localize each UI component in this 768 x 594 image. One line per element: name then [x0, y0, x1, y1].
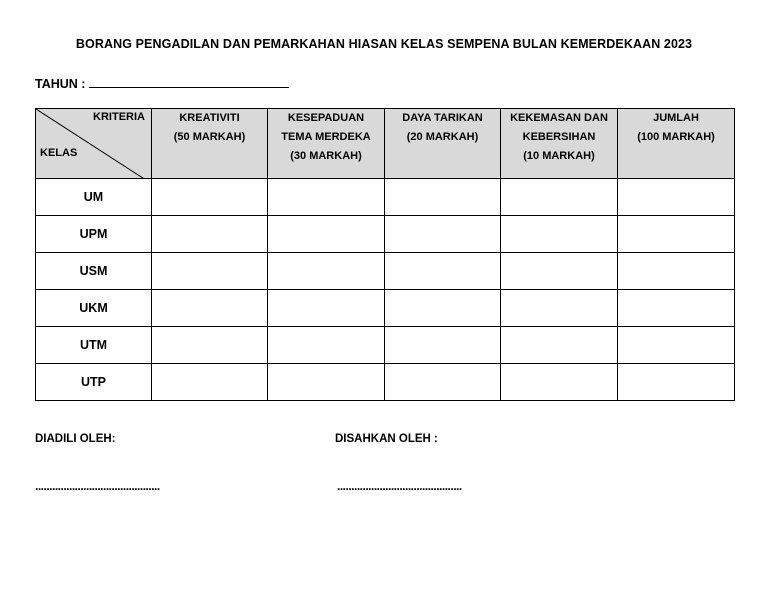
header-neatness-cleanliness: KEKEMASAN DAN KEBERSIHAN (10 MARKAH) [501, 109, 618, 179]
table-row [36, 364, 735, 401]
score-cell[interactable] [152, 327, 268, 364]
year-blank-line[interactable] [89, 75, 289, 88]
table-body [36, 179, 735, 401]
score-cell[interactable] [618, 327, 735, 364]
score-cell[interactable] [501, 216, 618, 253]
score-cell[interactable] [385, 216, 501, 253]
row-label-cell: USM [36, 253, 152, 290]
approved-by-label: DISAHKAN OLEH : [335, 433, 438, 445]
score-cell[interactable] [618, 179, 735, 216]
scoring-table [35, 108, 735, 401]
score-cell[interactable] [268, 364, 385, 401]
score-cell[interactable] [501, 364, 618, 401]
criteria-label: KRITERIA [93, 111, 145, 123]
score-cell[interactable] [501, 327, 618, 364]
score-cell[interactable] [152, 216, 268, 253]
table-row [36, 290, 735, 327]
table-row [36, 253, 735, 290]
header-creativity: KREATIVITI (50 MARKAH) [152, 109, 268, 179]
row-label-cell: UKM [36, 290, 152, 327]
score-cell[interactable] [618, 216, 735, 253]
row-label-cell: UM [36, 179, 152, 216]
score-cell[interactable] [385, 364, 501, 401]
score-cell[interactable] [618, 290, 735, 327]
corner-header-cell [36, 109, 152, 179]
score-cell[interactable] [618, 253, 735, 290]
row-label-cell: UTP [36, 364, 152, 401]
score-cell[interactable] [268, 179, 385, 216]
table-row [36, 216, 735, 253]
header-total: JUMLAH (100 MARKAH) [618, 109, 735, 179]
score-cell[interactable] [385, 253, 501, 290]
score-cell[interactable] [268, 290, 385, 327]
score-cell[interactable] [152, 179, 268, 216]
row-label-cell: UTM [36, 327, 152, 364]
score-cell[interactable] [268, 253, 385, 290]
score-cell[interactable] [501, 253, 618, 290]
header-attractiveness: DAYA TARIKAN (20 MARKAH) [385, 109, 501, 179]
score-cell[interactable] [268, 327, 385, 364]
score-cell[interactable] [618, 364, 735, 401]
score-cell[interactable] [385, 179, 501, 216]
judged-by-label: DIADILI OLEH: [35, 433, 116, 445]
judge-signature-line[interactable]: ............................................ [35, 479, 160, 493]
year-field [35, 75, 289, 91]
score-cell[interactable] [385, 290, 501, 327]
score-cell[interactable] [501, 179, 618, 216]
score-cell[interactable] [152, 290, 268, 327]
row-label-cell: UPM [36, 216, 152, 253]
score-cell[interactable] [385, 327, 501, 364]
score-cell[interactable] [268, 216, 385, 253]
approver-signature-line[interactable]: ............................................ [337, 479, 462, 493]
score-cell[interactable] [152, 253, 268, 290]
year-label: TAHUN : [35, 77, 86, 91]
score-cell[interactable] [152, 364, 268, 401]
table-row [36, 179, 735, 216]
class-label: KELAS [40, 147, 78, 159]
form-title: BORANG PENGADILAN DAN PEMARKAHAN HIASAN KELAS SEMPENA BULAN KEMERDEKAAN 2023 [75, 37, 693, 51]
table-row [36, 327, 735, 364]
header-theme-integration: KESEPADUAN TEMA MERDEKA (30 MARKAH) [268, 109, 385, 179]
score-cell[interactable] [501, 290, 618, 327]
